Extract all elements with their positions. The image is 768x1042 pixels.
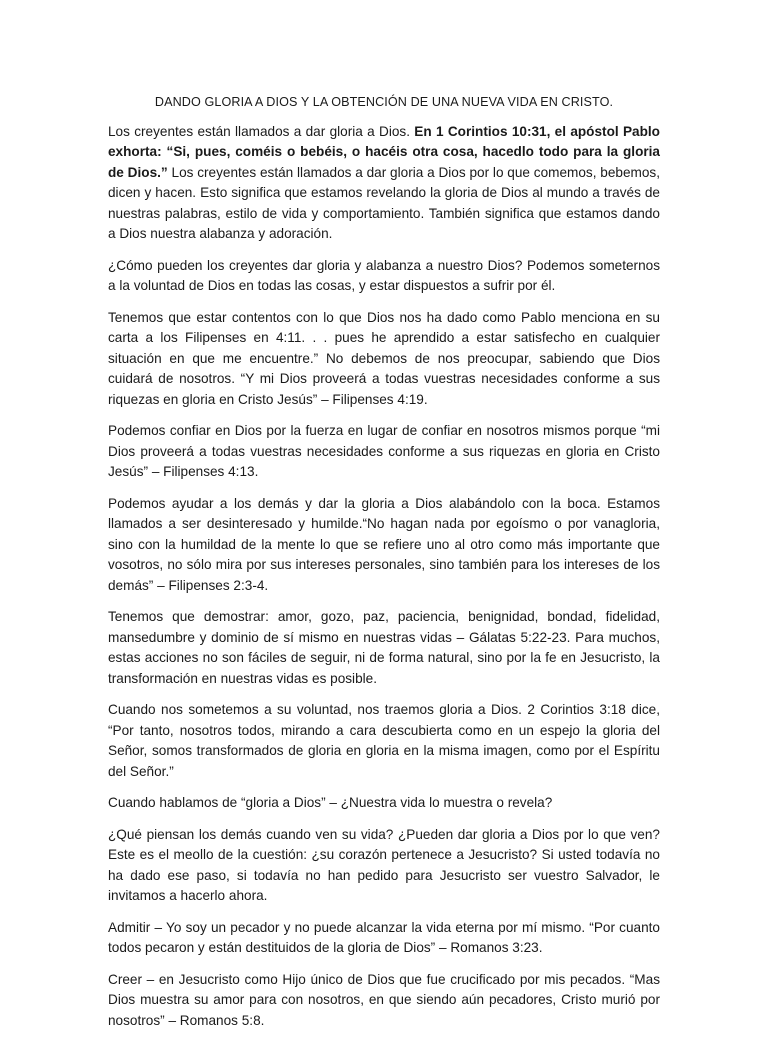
paragraph-5: Podemos ayudar a los demás y dar la gloria a Dios alabándolo con la boca. Estamos llamados a ser desinteresado y humilde.“No hagan nada por egoísmo o por vanagloria, sino con la humildad de la mente lo que se refiere uno al otro como más importante que vosotros, no sólo mira por sus intereses personales, sino también para los intereses de los demás” – Filipenses 2:3-4. — [108, 495, 660, 593]
paragraph-3: Tenemos que estar contentos con lo que Dios nos ha dado como Pablo menciona en su carta a los Filipenses en 4:11. . . pues he aprendido a estar satisfecho en cualquier situación en que me encuentre.” No debemos de nos preocupar, sabiendo que Dios cuidará de nosotros. “Y mi Dios proveerá a todas vuestras necesidades conforme a sus riquezas en gloria en Cristo Jesús” – Filipenses 4:19. — [108, 309, 660, 407]
paragraph-1-bold-quote: En 1 Corintios 10:31, el apóstol Pablo exhorta: “Si, pues, coméis o bebéis, o hacéis otra cosa, hacedlo todo para la gloria de Dios.” — [108, 123, 660, 180]
paragraph-10: Admitir – Yo soy un pecador y no puede alcanzar la vida eterna por mí mismo. “Por cuanto todos pecaron y están destituidos de la gloria de Dios” – Romanos 3:23. — [108, 919, 660, 955]
document-page — [108, 92, 660, 1042]
paragraph-11: Creer – en Jesucristo como Hijo único de Dios que fue crucificado por mis pecados. “Mas Dios muestra su amor para con nosotros, en que siendo aún pecadores, Cristo murió por nosotros” – Romanos 5:8. — [108, 971, 660, 1028]
paragraph-8: Cuando hablamos de “gloria a Dios” – ¿Nuestra vida lo muestra o revela? — [108, 795, 553, 810]
paragraph-1-intro: Los creyentes están llamados a dar gloria a Dios. — [108, 123, 415, 139]
document-title: DANDO GLORIA A DIOS Y LA OBTENCIÓN DE UNA NUEVA VIDA EN CRISTO. — [154, 95, 614, 109]
paragraph-2: ¿Cómo pueden los creyentes dar gloria y alabanza a nuestro Dios? Podemos someternos a la voluntad de Dios en todas las cosas, y estar dispuestos a sufrir por él. — [108, 257, 660, 293]
paragraph-7: Cuando nos sometemos a su voluntad, nos traemos gloria a Dios. 2 Corintios 3:18 dice, “Por tanto, nosotros todos, mirando a cara descubierta como en un espejo la gloria del Señor, somos transformados de gloria en gloria en la misma imagen, como por el Espíritu del Señor.” — [108, 702, 660, 779]
paragraph-6: Tenemos que demostrar: amor, gozo, paz, paciencia, benignidad, bondad, fidelidad, mansedumbre y dominio de sí mismo en nuestras vidas – Gálatas 5:22-23. Para muchos, estas acciones no son fáciles de seguir, ni de forma natural, sino por la fe en Jesucristo, la transformación en nuestras vidas es posible. — [108, 609, 660, 686]
paragraph-9: ¿Qué piensan los demás cuando ven su vida? ¿Pueden dar gloria a Dios por lo que ven? Este es el meollo de la cuestión: ¿su corazón pertenece a Jesucristo? Si usted todavía no ha dado ese paso, si todavía no han pedido para Jesucristo ser vuestro Salvador, le invitamos a hacerlo ahora. — [108, 826, 660, 903]
paragraph-4: Podemos confiar en Dios por la fuerza en lugar de confiar en nosotros mismos porque “mi Dios proveerá a todas vuestras necesidades conforme a sus riquezas en gloria en Cristo Jesús” – Filipenses 4:13. — [108, 423, 660, 479]
paragraph-1-rest: Los creyentes están llamados a dar gloria a Dios por lo que comemos, bebemos, dicen y hacen. Esto significa que estamos revelando la gloria de Dios al mundo a través de nuestras palabras, estilo de vida y comportamiento. También significa que estamos dando a Dios nuestra alabanza y adoración. — [108, 164, 660, 241]
paragraph-1 — [108, 122, 660, 245]
